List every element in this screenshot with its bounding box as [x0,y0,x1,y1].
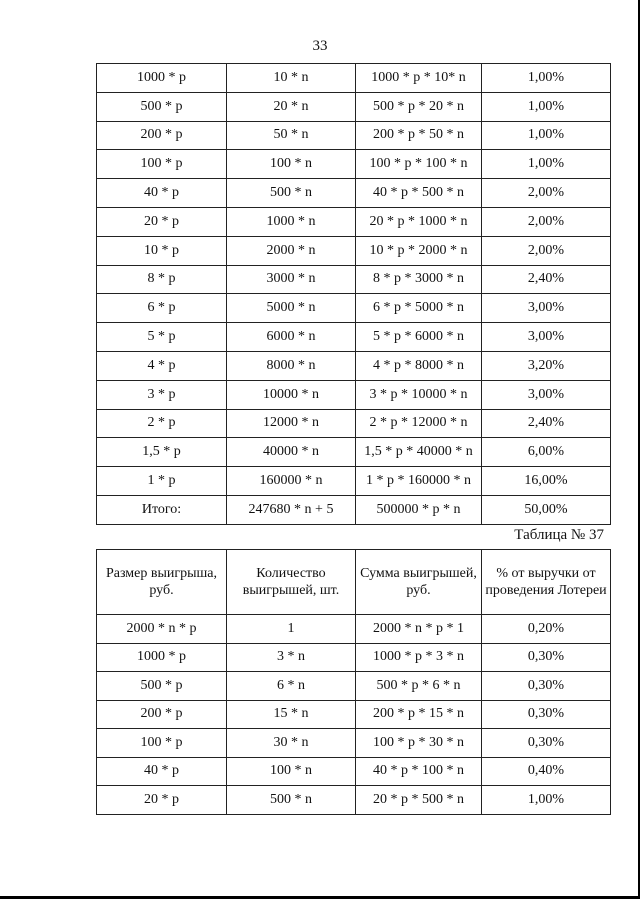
cell-revenue-percent: 2,40% [482,265,611,294]
cell-prize-amount: 3 * p [97,380,227,409]
header-revenue-percent: % от выручки от проведения Лотереи [482,550,611,615]
header-prize-count: Количество выигрышей, шт. [227,550,356,615]
cell-prize-sum: 2 * p * 12000 * n [356,409,482,438]
cell-prize-count: 3 * n [227,643,356,672]
prize-table-continued-body [97,64,611,525]
cell-prize-amount: 8 * p [97,265,227,294]
table-row [97,467,611,496]
cell-revenue-percent: 2,00% [482,236,611,265]
table-row [97,121,611,150]
cell-prize-count: 2000 * n [227,236,356,265]
cell-prize-sum: 100 * p * 30 * n [356,729,482,758]
cell-prize-sum: 2000 * n * p * 1 [356,615,482,644]
cell-prize-amount: 4 * p [97,351,227,380]
cell-prize-count: 5000 * n [227,294,356,323]
cell-revenue-percent: 3,00% [482,294,611,323]
table-row [97,700,611,729]
cell-prize-amount: 500 * p [97,92,227,121]
cell-prize-count: 40000 * n [227,438,356,467]
table-row [97,380,611,409]
cell-prize-sum: 3 * p * 10000 * n [356,380,482,409]
cell-prize-amount: 40 * p [97,757,227,786]
table-row [97,323,611,352]
table-row [97,495,611,524]
cell-prize-amount: 2000 * n * p [97,615,227,644]
cell-revenue-percent: 3,00% [482,323,611,352]
cell-prize-sum: 8 * p * 3000 * n [356,265,482,294]
cell-revenue-percent: 0,20% [482,615,611,644]
cell-prize-amount: 1000 * p [97,64,227,93]
table-row [97,294,611,323]
cell-prize-amount: 20 * p [97,207,227,236]
cell-revenue-percent: 3,00% [482,380,611,409]
cell-revenue-percent: 1,00% [482,786,611,815]
cell-prize-sum: 100 * p * 100 * n [356,150,482,179]
cell-prize-sum: 40 * p * 100 * n [356,757,482,786]
cell-revenue-percent: 2,00% [482,179,611,208]
cell-prize-amount: 500 * p [97,672,227,701]
table-row [97,150,611,179]
cell-revenue-percent: 2,00% [482,207,611,236]
cell-prize-amount: 200 * p [97,700,227,729]
cell-prize-amount: 1 * p [97,467,227,496]
cell-prize-count: 10 * n [227,64,356,93]
cell-prize-amount: 100 * p [97,150,227,179]
header-prize-sum: Сумма выигрышей, руб. [356,550,482,615]
table-row [97,236,611,265]
cell-revenue-percent: 6,00% [482,438,611,467]
cell-revenue-percent: 1,00% [482,64,611,93]
table-row [97,265,611,294]
cell-prize-amount: 100 * p [97,729,227,758]
cell-prize-count: 30 * n [227,729,356,758]
prize-table-continued [96,63,611,525]
cell-prize-sum: 1,5 * p * 40000 * n [356,438,482,467]
cell-prize-count: 160000 * n [227,467,356,496]
header-prize-amount: Размер выигрыша, руб. [97,550,227,615]
cell-prize-sum: 40 * p * 500 * n [356,179,482,208]
cell-revenue-percent: 2,40% [482,409,611,438]
table-row [97,786,611,815]
cell-prize-count: 1000 * n [227,207,356,236]
cell-prize-sum: 1000 * p * 3 * n [356,643,482,672]
table-row [97,207,611,236]
cell-revenue-percent: 0,40% [482,757,611,786]
prize-table-37-body [97,615,611,815]
cell-revenue-percent: 0,30% [482,729,611,758]
cell-prize-count: 15 * n [227,700,356,729]
cell-prize-count: 500 * n [227,786,356,815]
cell-prize-sum: 5 * p * 6000 * n [356,323,482,352]
cell-prize-count: 3000 * n [227,265,356,294]
cell-prize-sum: 200 * p * 15 * n [356,700,482,729]
cell-revenue-percent: 16,00% [482,467,611,496]
cell-prize-amount: 1000 * p [97,643,227,672]
cell-revenue-percent: 0,30% [482,700,611,729]
table-caption: Таблица № 37 [514,527,604,543]
cell-revenue-percent: 1,00% [482,92,611,121]
cell-prize-count: 100 * n [227,757,356,786]
table-row [97,729,611,758]
cell-prize-amount: 2 * p [97,409,227,438]
table-header-row [97,550,611,615]
cell-prize-count: 1 [227,615,356,644]
cell-revenue-percent: 0,30% [482,672,611,701]
cell-prize-count: 8000 * n [227,351,356,380]
cell-prize-amount: 1,5 * p [97,438,227,467]
cell-prize-amount: 6 * p [97,294,227,323]
cell-prize-sum: 500 * p * 20 * n [356,92,482,121]
cell-prize-sum: 500000 * p * n [356,495,482,524]
cell-revenue-percent: 50,00% [482,495,611,524]
cell-prize-sum: 500 * p * 6 * n [356,672,482,701]
table-row [97,672,611,701]
table-row [97,615,611,644]
cell-prize-sum: 1 * p * 160000 * n [356,467,482,496]
table-row [97,643,611,672]
cell-prize-sum: 4 * p * 8000 * n [356,351,482,380]
table-row [97,179,611,208]
cell-prize-sum: 20 * p * 500 * n [356,786,482,815]
cell-prize-sum: 10 * p * 2000 * n [356,236,482,265]
cell-prize-amount: 10 * p [97,236,227,265]
cell-prize-count: 10000 * n [227,380,356,409]
table-row [97,92,611,121]
cell-prize-amount: 40 * p [97,179,227,208]
cell-prize-amount: Итого: [97,495,227,524]
table-row [97,409,611,438]
cell-prize-count: 500 * n [227,179,356,208]
cell-revenue-percent: 3,20% [482,351,611,380]
cell-revenue-percent: 1,00% [482,150,611,179]
cell-prize-amount: 5 * p [97,323,227,352]
cell-prize-count: 6 * n [227,672,356,701]
cell-prize-amount: 200 * p [97,121,227,150]
cell-prize-count: 6000 * n [227,323,356,352]
cell-prize-amount: 20 * p [97,786,227,815]
prize-table-37 [96,549,611,815]
cell-revenue-percent: 1,00% [482,121,611,150]
cell-prize-count: 12000 * n [227,409,356,438]
page-number: 33 [312,38,328,54]
cell-prize-sum: 1000 * p * 10* n [356,64,482,93]
cell-prize-count: 20 * n [227,92,356,121]
cell-prize-count: 100 * n [227,150,356,179]
cell-prize-sum: 20 * p * 1000 * n [356,207,482,236]
cell-prize-sum: 200 * p * 50 * n [356,121,482,150]
cell-prize-sum: 6 * p * 5000 * n [356,294,482,323]
table-row [97,64,611,93]
table-row [97,351,611,380]
cell-prize-count: 50 * n [227,121,356,150]
cell-prize-count: 247680 * n + 5 [227,495,356,524]
table-row [97,757,611,786]
cell-revenue-percent: 0,30% [482,643,611,672]
table-row [97,438,611,467]
